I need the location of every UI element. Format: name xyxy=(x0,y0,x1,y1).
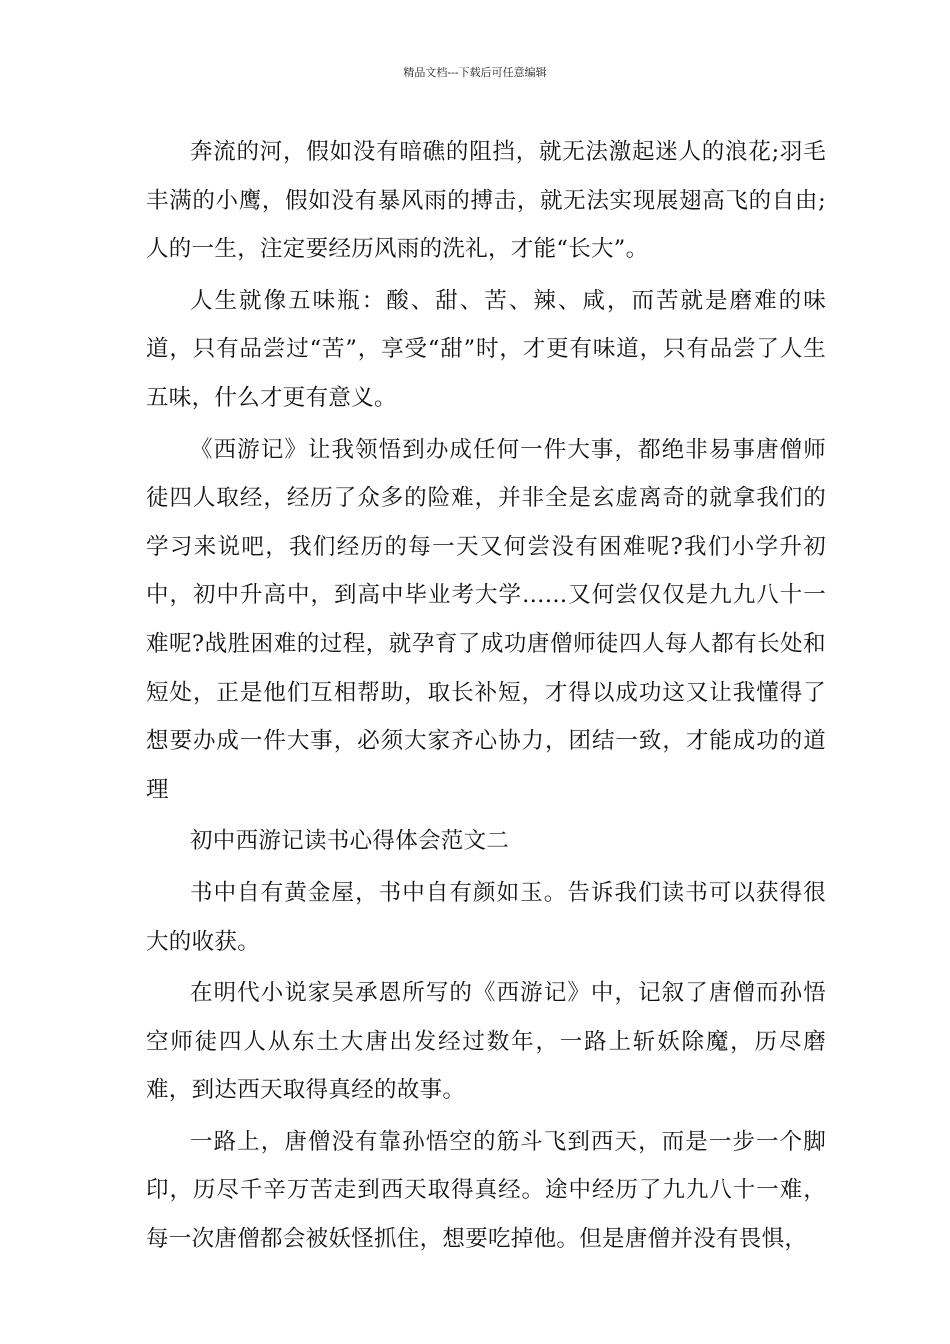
section-heading: 初中西游记读书心得体会范文二 xyxy=(190,828,510,855)
paragraph-reading-gains: 书中自有黄金屋，书中自有颜如玉。告诉我们读书可以获得很大的收获。 xyxy=(146,879,826,955)
page-header: 精品文档---下载后可任意编辑 xyxy=(403,66,547,79)
paragraph-journey-lesson: 《西游记》让我领悟到办成任何一件大事，都绝非易事唐僧师徒四人取经，经历了众多的险难，并非全是玄虚离奇的就拿我们的学习来说吧，我们经历的每一天又何尝没有困难呢?我们小学升初中，初中升高中，到高中毕业考大学……又何尝仅仅是九九八十一难呢?战胜困难的过程，就孕育了成功唐僧师徒四人每人都有长处和短处，正是他们互相帮助，取长补短，才得以成功这又让我懂得了想要办成一件大事，必须大家齐心协力，团结一致，才能成功的道理 xyxy=(146,436,826,803)
document-body xyxy=(146,128,826,1267)
paragraph-five-flavors: 人生就像五味瓶：酸、甜、苦、辣、咸，而苦就是磨难的味道，只有品尝过“苦”，享受“甜”时，才更有味道，只有品尝了人生五味，什么才更有意义。 xyxy=(146,287,826,411)
paragraph-step-by-step: 一路上，唐僧没有靠孙悟空的筋斗飞到西天，而是一步一个脚印，历尽千辛万苦走到西天取得真经。途中经历了九九八十一难，每一次唐僧都会被妖怪抓住，想要吃掉他。但是唐僧并没有畏惧， xyxy=(146,1128,826,1253)
paragraph-river: 奔流的河，假如没有暗礁的阻挡，就无法激起迷人的浪花;羽毛丰满的小鹰，假如没有暴风雨的搏击，就无法实现展翅高飞的自由;人的一生，注定要经历风雨的洗礼，才能“长大”。 xyxy=(146,139,826,263)
paragraph-story-summary: 在明代小说家吴承恩所写的《西游记》中，记叙了唐僧而孙悟空师徒四人从东土大唐出发经过数年，一路上斩妖除魔，历尽磨难，到达西天取得真经的故事。 xyxy=(146,980,826,1104)
